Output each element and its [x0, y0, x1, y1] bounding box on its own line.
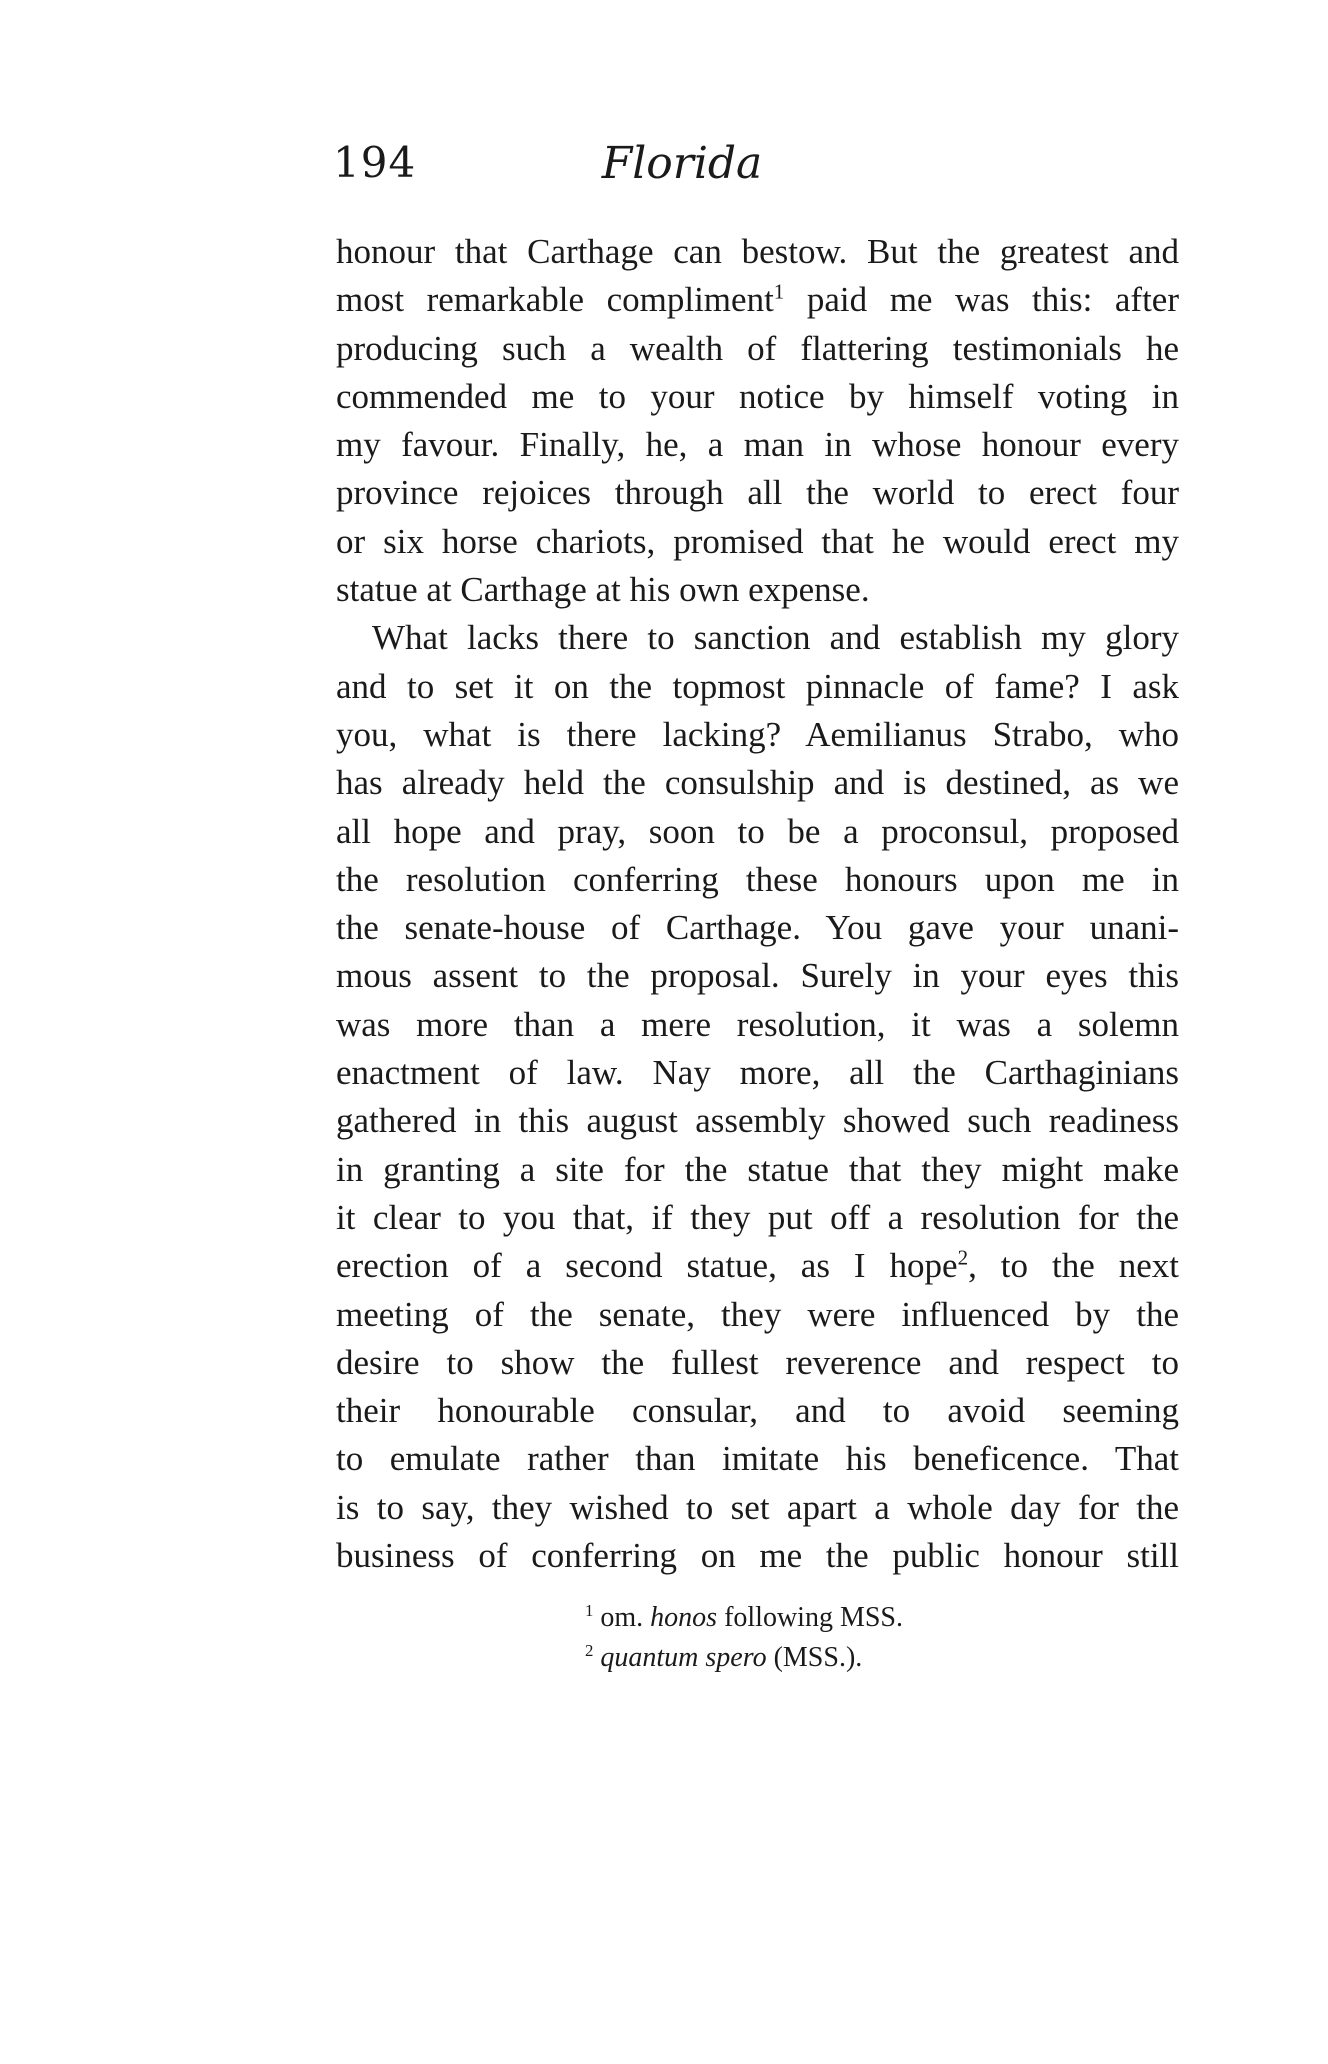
text-segment: erection of a second statue, as I hope	[336, 1246, 958, 1286]
running-title: Florida	[601, 138, 763, 189]
text-line: the resolution conferring these honours upon me in	[336, 859, 1179, 899]
text-line: commended me to your notice by himself voting in	[336, 376, 1179, 416]
text-line: gathered in this august assembly showed such readiness	[336, 1101, 1179, 1141]
text-line: What lacks there to sanction and establish my glory	[372, 618, 1179, 658]
text-line: in granting a site for the statue that they might make	[336, 1149, 1179, 1189]
text-segment: paid me was this: after	[784, 280, 1179, 320]
text-line: my favour. Finally, he, a man in whose honour every	[336, 425, 1179, 465]
footnote-text: following MSS.	[717, 1602, 904, 1633]
text-line: producing such a wealth of flattering testimonials he	[336, 328, 1179, 368]
footnote-ref-1: 1	[773, 279, 785, 304]
text-line: all hope and pray, soon to be a proconsul, proposed	[336, 811, 1179, 851]
footnote-marker: 1	[585, 1600, 594, 1620]
text-line: enactment of law. Nay more, all the Carthaginians	[336, 1053, 1179, 1093]
text-line: meeting of the senate, they were influenced by the	[336, 1294, 1179, 1334]
footnote-text: om.	[593, 1602, 651, 1633]
footnote-1	[585, 1598, 903, 1638]
text-line: or six horse chariots, promised that he would erect my	[336, 521, 1179, 561]
text-line: their honourable consular, and to avoid seeming	[336, 1391, 1179, 1431]
text-segment: , to the next	[968, 1246, 1179, 1286]
footnote-italic: honos	[650, 1602, 718, 1633]
text-line: has already held the consulship and is destined, as we	[336, 763, 1179, 803]
text-line: you, what is there lacking? Aemilianus Strabo, who	[336, 714, 1179, 754]
text-line	[336, 1242, 1179, 1290]
text-line: the senate-house of Carthage. You gave your unani-	[336, 908, 1179, 948]
footnote-2	[585, 1638, 903, 1678]
body-text	[336, 228, 1179, 1580]
text-line: was more than a mere resolution, it was a solemn	[336, 1004, 1179, 1044]
text-line: business of conferring on me the public honour still	[336, 1536, 1179, 1576]
text-line: desire to show the fullest reverence and respect to	[336, 1342, 1179, 1382]
footnote-ref-2: 2	[957, 1245, 969, 1270]
text-line: honour that Carthage can bestow. But the greatest and	[336, 232, 1179, 271]
footnote-text: (MSS.).	[766, 1642, 863, 1673]
text-line: it clear to you that, if they put off a resolution for the	[336, 1197, 1179, 1237]
page-number: 194	[333, 138, 417, 187]
footnotes	[585, 1598, 903, 1678]
text-line: and to set it on the topmost pinnacle of fame? I ask	[336, 666, 1179, 706]
text-line: mous assent to the proposal. Surely in your eyes this	[336, 956, 1179, 996]
text-segment: most remarkable compliment	[336, 280, 774, 320]
text-line: province rejoices through all the world to erect four	[336, 473, 1179, 513]
footnote-italic: quantum spero	[600, 1642, 767, 1673]
text-line: is to say, they wished to set apart a whole day for the	[336, 1487, 1179, 1527]
footnote-marker: 2	[585, 1640, 594, 1660]
text-line: statue at Carthage at his own expense.	[336, 570, 870, 610]
text-line	[336, 276, 1179, 324]
text-line: to emulate rather than imitate his beneficence. That	[336, 1439, 1179, 1479]
